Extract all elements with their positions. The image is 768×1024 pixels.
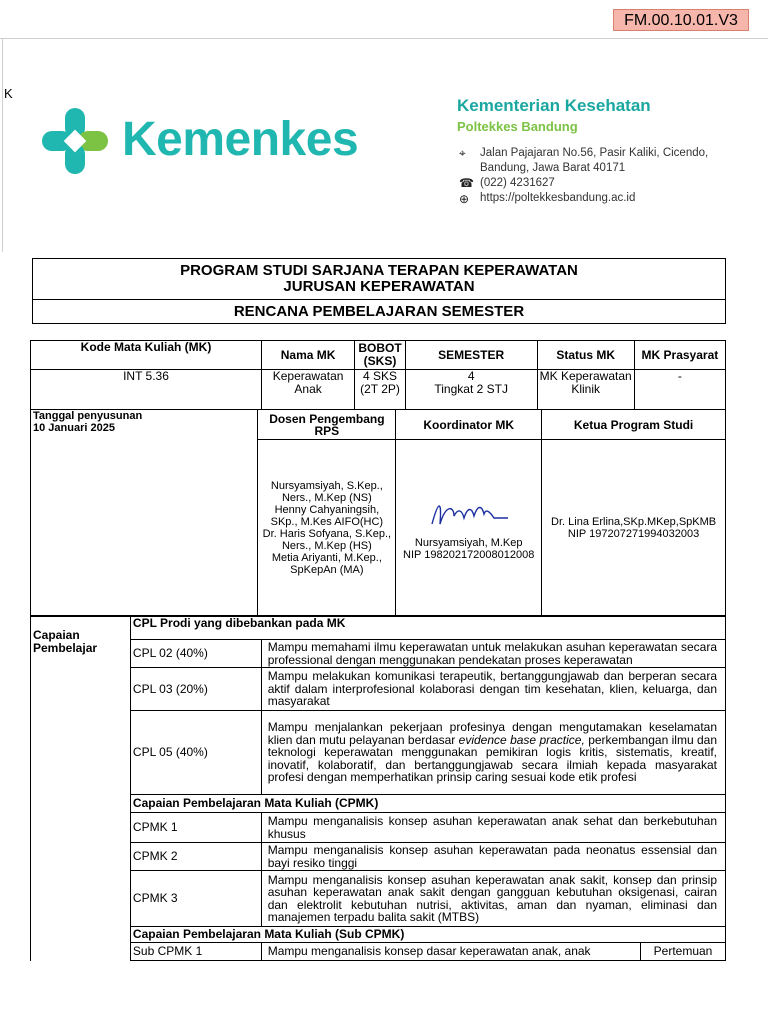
bobot-value — [355, 370, 406, 410]
bobot-split: (2T 2P) — [360, 382, 400, 396]
semester-level: Tingkat 2 STJ — [434, 382, 508, 396]
phone-number: (022) 4231627 — [480, 177, 555, 189]
subcpmk-code: Sub CPMK 1 — [130, 943, 261, 961]
program-title — [33, 259, 726, 300]
team-table — [30, 409, 726, 616]
cpmk-code: CPMK 1 — [130, 813, 261, 843]
subcpmk-meeting: Pertemuan — [641, 943, 726, 961]
cpmk-text: Mampu menganalisis konsep asuhan keperawatan pada neonatus essensial dan bayi resiko tinggi — [261, 843, 725, 871]
cpl-text-part: perkembangan ilmu dan teknologi keperawatan menggunakan pemikiran logis kritis, sistematis, kreatif, inovatif, kolaboratif, dan bertanggungjawab secara ilmiah kepada masyarakat profesi dengan memperhatikan prinsip caring sesuai kode etik profesi — [267, 732, 718, 785]
cpl-text: Mampu melakukan komunikasi terapeutik, bertanggungjawab dan berperan secara aktif dalam interprofesional kolaborasi dengan tim kesehatan, klien, keluarga, dan masyarakat — [261, 668, 725, 711]
program-title-line-1: PROGRAM STUDI SARJANA TERAPAN KEPERAWATAN — [180, 262, 578, 279]
address-line-1: Jalan Pajajaran No.56, Pasir Kaliki, Cicendo, — [480, 147, 709, 159]
title-block — [32, 258, 726, 324]
address — [480, 146, 708, 206]
globe-icon: ⊕ — [459, 192, 470, 206]
course-info-table — [30, 340, 726, 410]
bobot-header: BOBOT (SKS) — [355, 341, 406, 370]
ministry-subtitle: Poltekkes Bandung — [457, 119, 578, 134]
subcpmk-text: Mampu menganalisis konsep dasar keperawatan anak, anak — [261, 943, 640, 961]
tanggal-cell — [31, 410, 258, 616]
koordinator-nip: NIP 198202172008012008 — [403, 549, 535, 561]
kaprodi-name: Dr. Lina Erlina,SKp.MKep,SpKMB — [551, 515, 717, 528]
kaprodi-header: Ketua Program Studi — [542, 410, 726, 440]
dosen-2: Henny Cahyaningsih, SKp., M.Kes AIFO(HC) — [270, 503, 384, 528]
document-title: RENCANA PEMBELAJARAN SEMESTER — [33, 300, 726, 324]
phone-icon: ☎ — [459, 176, 474, 190]
dosen-list — [258, 440, 396, 616]
kode-header: Kode Mata Kuliah (MK) — [31, 341, 262, 370]
cpl-text: Mampu memahami ilmu keperawatan untuk melakukan asuhan keperawatan secara professional dengan menggunakan pendekatan proses keperawatan — [261, 640, 725, 668]
cpl-code: CPL 05 (40%) — [130, 711, 261, 795]
cpmk-text: Mampu menganalisis konsep asuhan keperawatan anak sakit, konsep dan prinsip asuhan keperawatan anak sakit dengan gangguan kebutuhan oksigenasi, cairan dan elektrolit kebutuhan nutrisi, aktivitas, aman dan nyaman, eliminasi dan manajemen terpadu balita sakit (MTBS) — [261, 871, 725, 927]
prasyarat-header: MK Prasyarat — [634, 341, 725, 370]
signature-icon — [424, 494, 514, 534]
cpl-text — [261, 711, 725, 795]
logo-wordmark: Kemenkes — [122, 113, 359, 166]
location-icon: ⌖ — [459, 146, 466, 160]
ministry-title: Kementerian Kesehatan — [457, 96, 651, 115]
semester-header: SEMESTER — [405, 341, 537, 370]
subcpmk-section-title: Capaian Pembelajaran Mata Kuliah (Sub CPMK) — [130, 927, 725, 943]
semester-value — [405, 370, 537, 410]
bobot-sks: 4 SKS — [362, 369, 398, 383]
dosen-1: Nursyamsiyah, S.Kep., Ners., M.Kep (NS) — [270, 479, 383, 504]
program-title-line-2: JURUSAN KEPERAWATAN — [283, 278, 475, 295]
corner-mark: K — [4, 86, 13, 101]
form-code: FM.00.10.01.V3 — [613, 9, 749, 31]
cpmk-section-title: Capaian Pembelajaran Mata Kuliah (CPMK) — [130, 795, 725, 813]
kemenkes-logo-icon — [40, 106, 110, 176]
dosen-header: Dosen Pengembang RPS — [258, 410, 396, 440]
cpl-section-title: CPL Prodi yang dibebankan pada MK — [130, 617, 725, 640]
nama-value: Keperawatan Anak — [261, 370, 354, 410]
header-divider — [0, 38, 768, 39]
cpl-text-part: Mampu menjalankan pekerjaan profesinya dengan mengutamakan keselamatan klien dan mutu pelayanan berdasar — [267, 720, 717, 747]
koordinator-name: Nursyamsiyah, M.Kep — [414, 537, 523, 549]
cpl-code: CPL 03 (20%) — [130, 668, 261, 711]
capaian-label: Capaian Pembelajar — [31, 617, 131, 961]
dosen-3: Dr. Haris Sofyana, S.Kep., Ners., M.Kep (HS) — [262, 527, 392, 552]
learning-outcomes-table — [30, 616, 726, 961]
dosen-4: Metia Ariyanti, M.Kep., SpKepAn (MA) — [271, 551, 382, 576]
cpl-code: CPL 02 (40%) — [130, 640, 261, 668]
address-line-2: Bandung, Jawa Barat 40171 — [480, 162, 626, 174]
koordinator-cell — [396, 440, 542, 616]
nama-header: Nama MK — [261, 341, 354, 370]
cpmk-code: CPMK 2 — [130, 843, 261, 871]
cpmk-code: CPMK 3 — [130, 871, 261, 927]
semester-number: 4 — [467, 369, 475, 383]
kaprodi-nip: NIP 197207271994032003 — [567, 527, 700, 540]
tanggal-value: 10 Januari 2025 — [33, 422, 115, 434]
status-header: Status MK — [537, 341, 634, 370]
website-link[interactable]: https://poltekkesbandung.ac.id — [480, 192, 636, 204]
left-divider — [2, 38, 3, 252]
cpmk-text: Mampu menganalisis konsep asuhan keperawatan anak sehat dan berkebutuhan khusus — [261, 813, 725, 843]
koordinator-header: Koordinator MK — [396, 410, 542, 440]
tanggal-label: Tanggal penyusunan — [33, 410, 143, 422]
cpl-text-italic: evidence base practice, — [458, 732, 585, 747]
kaprodi-cell — [542, 440, 726, 616]
status-value: MK Keperawatan Klinik — [537, 370, 634, 410]
kode-value: INT 5.36 — [31, 370, 262, 410]
prasyarat-value: - — [634, 370, 725, 410]
